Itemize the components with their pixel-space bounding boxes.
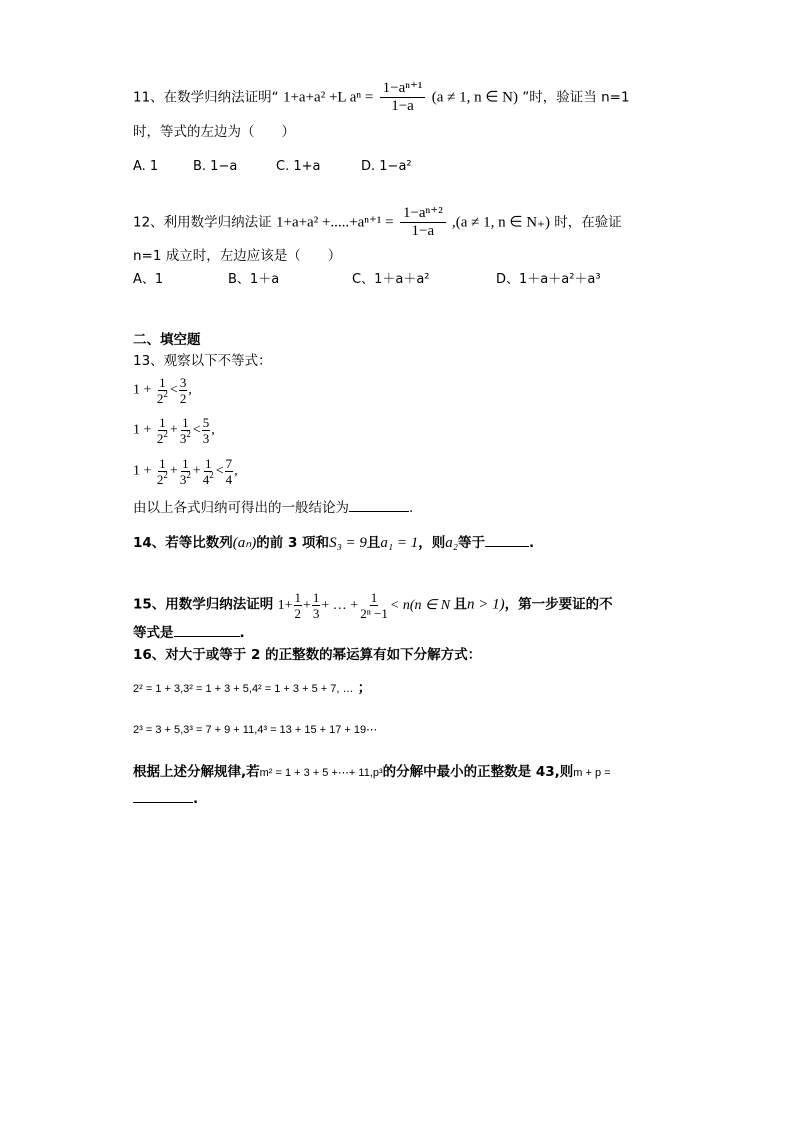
ineq3-tail: , xyxy=(234,463,238,479)
q12-option-c: C、1＋a＋a² xyxy=(352,272,430,287)
q14-a2: a₂ xyxy=(445,535,458,551)
q11-frac-den: 1−a xyxy=(391,98,414,114)
q14-answer-blank[interactable] xyxy=(485,536,529,547)
q12-frac-num: 1−aⁿ⁺² xyxy=(400,205,446,223)
q11-option-b: B. 1−a xyxy=(193,159,238,174)
q11-suffix: ”时，验证当 n=1 xyxy=(522,89,630,106)
q14-text1: 14、若等比数列 xyxy=(133,535,233,551)
ineq3-term-1: $\frac{1}{2^2}$ xyxy=(156,456,168,487)
q12-prefix: 12、利用数学归纳法证 xyxy=(133,214,272,231)
q12-suffix: 时，在验证 xyxy=(554,214,622,231)
q16-cubes: 2³ = 3 + 5,3³ = 7 + 9 + 11,4³ = 13 + 15 + 17 + 19⋯ xyxy=(133,724,378,736)
q15-line2-text: 等式是 xyxy=(133,625,174,641)
q14-s3: S₃ = 9 xyxy=(329,535,367,551)
ineq3-lead: 1 + xyxy=(133,463,152,479)
q16-answer: . xyxy=(133,790,198,808)
ineq3-term-2: $\frac{1}{3^2}$ xyxy=(179,456,191,487)
ineq3-term-3: $\frac{1}{4^2}$ xyxy=(202,456,214,487)
q12-lhs: 1+a+a² +.....+aⁿ⁺¹ = xyxy=(275,214,394,231)
ineq2-term-2: $\frac{1}{3^2}$ xyxy=(179,415,191,446)
q15-line2: 等式是 . xyxy=(133,625,245,641)
q11-condition: (a ≠ 1, n ∈ N) xyxy=(431,89,518,106)
q11-option-c: C. 1+a xyxy=(276,159,321,174)
q15-text3: ，第一步要证的不 xyxy=(504,596,613,613)
q12-condition: ,(a ≠ 1, n ∈ N₊) xyxy=(452,214,550,231)
q16-line1 xyxy=(133,679,371,698)
ineq1-term: $\frac{1}{2^2}$ xyxy=(156,375,168,406)
ineq1-lead: 1 + xyxy=(133,382,152,398)
q13-inequality-3: 1 + $\frac{1}{2^2}$ + $\frac{1}{3^2}$ + $\frac{1}{4^2}$ < $\frac{7}{4}$ , xyxy=(133,456,238,487)
q16-answer-blank[interactable] xyxy=(133,792,193,803)
q13-conclusion: 由以上各式归纳可得出的一般结论为 . xyxy=(133,500,414,516)
q11-lhs: 1+a+a² +L aⁿ = xyxy=(282,89,374,106)
q14-text3: 且 xyxy=(366,535,381,551)
q16-line3 xyxy=(133,763,611,782)
q15-text2: 且 xyxy=(453,596,468,613)
q15-answer-blank[interactable] xyxy=(174,626,240,637)
q13-inequality-1: 1 + $\frac{1}{2^2}$ < $\frac{3}{2}$ , xyxy=(133,375,192,406)
q12-fraction xyxy=(400,205,446,240)
q12-option-b: B、1＋a xyxy=(228,272,280,287)
ineq1-rhs: $\frac{3}{2}$ xyxy=(179,375,187,406)
q11-frac-num: 1−aⁿ⁺¹ xyxy=(380,80,426,98)
q14-a1: a₁ = 1 xyxy=(380,535,419,551)
q13-answer-blank[interactable] xyxy=(349,501,409,512)
q16-expression: m + p = xyxy=(573,767,611,779)
q12-option-d: D、1＋a＋a²＋a³ xyxy=(496,272,601,287)
q12-line1 xyxy=(133,205,622,240)
ineq2-lead: 1 + xyxy=(133,422,152,438)
q12-line2: n=1 成立时，左边应该是（ ） xyxy=(133,248,342,264)
q16-line2 xyxy=(133,720,377,739)
q11-option-d: D. 1−a² xyxy=(361,159,412,174)
q11-line2: 时，等式的左边为（ ） xyxy=(133,124,295,140)
q13-intro: 13、观察以下不等式： xyxy=(133,353,272,369)
q15-condition: n > 1) xyxy=(467,596,505,613)
ineq2-term-1: $\frac{1}{2^2}$ xyxy=(156,415,168,446)
q13-conclusion-text: 由以上各式归纳可得出的一般结论为 xyxy=(133,500,349,516)
q14-sequence: (aₙ) xyxy=(232,535,257,551)
q16-intro: 16、对大于或等于 2 的正整数的幂运算有如下分解方式： xyxy=(133,647,482,663)
q16-line1-end: ； xyxy=(357,680,372,696)
q11-option-a: A. 1 xyxy=(133,159,159,174)
ineq1-tail: , xyxy=(188,382,192,398)
q15-formula: 1+ $\frac{1}{2}$ + $\frac{1}{3}$ + … + $\frac{1}{\text{2ⁿ −1}}$ < n(n ∈ N xyxy=(277,590,451,621)
section-title: 二、填空题 xyxy=(133,332,201,348)
q13-inequality-2: 1 + $\frac{1}{2^2}$ + $\frac{1}{3^2}$ < $\frac{5}{3}$ , xyxy=(133,415,215,446)
q16-formula: m² = 1 + 3 + 5 +⋯+ 11,p³ xyxy=(259,767,383,779)
q14-text5: 等于 xyxy=(457,535,485,551)
q16-text-b: 的分解中最小的正整数是 43,则 xyxy=(382,764,574,780)
ineq3-rhs: $\frac{7}{4}$ xyxy=(225,456,233,487)
q14-line: 14、若等比数列(aₙ)的前 3 项和S₃ = 9且a₁ = 1，则a₂等于 . xyxy=(133,535,535,551)
q15-line1 xyxy=(133,590,613,621)
q16-text-a: 根据上述分解规律,若 xyxy=(133,764,260,780)
q16-squares: 2² = 1 + 3,3² = 1 + 3 + 5,4² = 1 + 3 + 5 + 7, … xyxy=(133,683,354,695)
q11-line1 xyxy=(133,80,630,115)
q14-text4: ，则 xyxy=(418,535,446,551)
q11-fraction xyxy=(380,80,426,115)
ineq2-rhs: $\frac{5}{3}$ xyxy=(202,415,210,446)
q15-text1: 15、用数学归纳法证明 xyxy=(133,596,274,613)
q12-option-a: A、1 xyxy=(133,272,164,287)
ineq2-tail: , xyxy=(211,422,215,438)
q14-text2: 的前 3 项和 xyxy=(256,535,330,551)
q11-prefix: 11、在数学归纳法证明“ xyxy=(133,89,279,106)
q12-frac-den: 1−a xyxy=(411,223,435,239)
